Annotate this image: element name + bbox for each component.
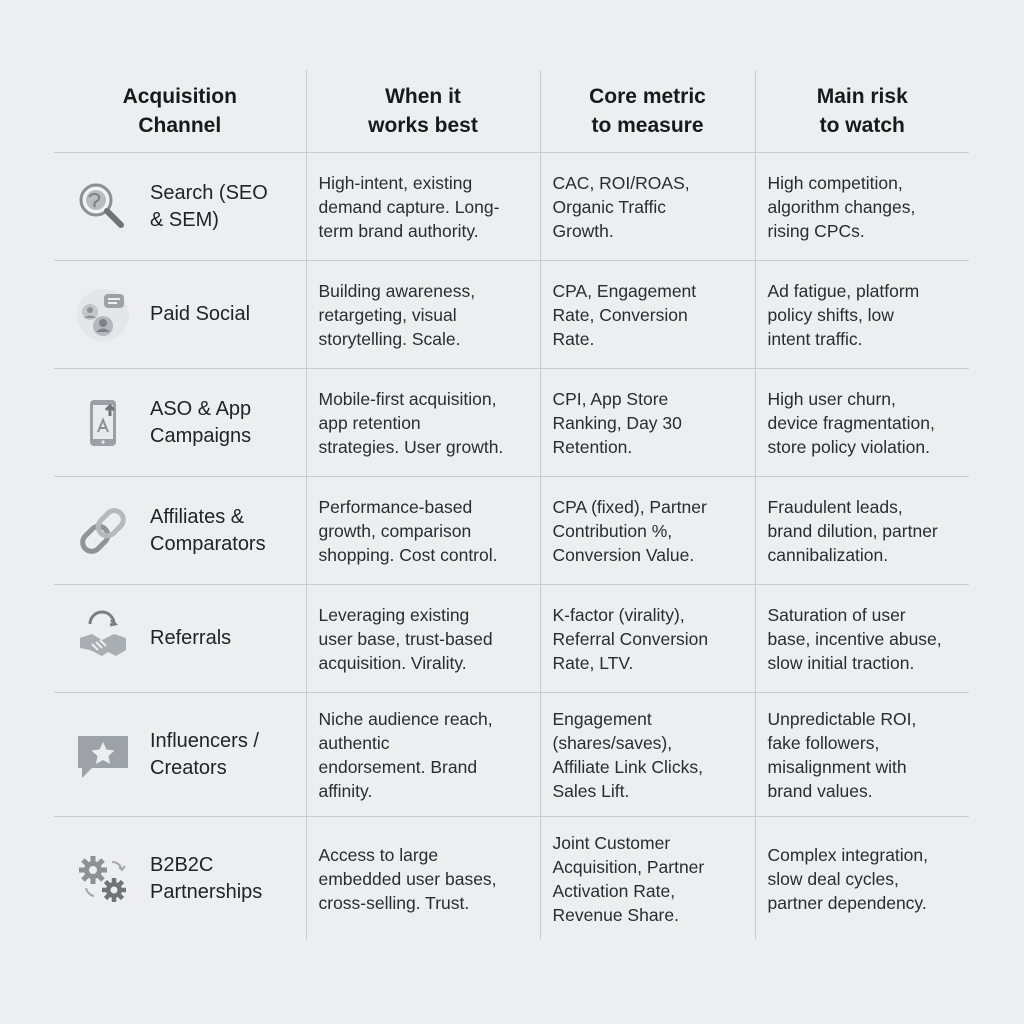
metric-line: Growth. — [552, 220, 614, 241]
when-text — [307, 495, 540, 567]
header-when-line-2: works best — [368, 114, 478, 137]
header-channel-line-1: Acquisition — [122, 85, 237, 108]
metric-line: CPA, Engagement — [552, 280, 697, 301]
channel — [54, 585, 306, 692]
header-when — [306, 70, 540, 153]
channel-name-line: Creators — [150, 756, 227, 779]
header-row — [54, 70, 969, 153]
when-it-works-best-cell — [306, 153, 540, 261]
table-row — [54, 477, 969, 585]
when-it-works-best-cell — [306, 585, 540, 693]
when-line: Building awareness, — [318, 280, 476, 301]
when-text — [307, 387, 540, 459]
main-risk-cell — [755, 153, 969, 261]
risk-line: intent traffic. — [767, 328, 863, 349]
channel-cell — [54, 585, 306, 693]
channel-cell — [54, 261, 306, 369]
risk-line: Fraudulent leads, — [767, 496, 903, 517]
metric-line: Referral Conversion — [552, 628, 709, 649]
core-metric-cell — [540, 585, 755, 693]
main-risk-cell — [755, 817, 969, 941]
risk-line: fake followers, — [767, 732, 880, 753]
metric-line: Conversion Value. — [552, 544, 695, 565]
risk-text — [756, 603, 970, 675]
metric-text — [541, 171, 755, 243]
header-channel — [54, 70, 306, 153]
header-metric — [540, 70, 755, 153]
metric-line: Contribution %, — [552, 520, 673, 541]
header-when-line-1: When it — [385, 85, 461, 108]
channel-name — [150, 504, 266, 558]
channel-name-line: Referrals — [150, 627, 232, 649]
when-line: affinity. — [318, 780, 373, 801]
when-line: term brand authority. — [318, 220, 479, 241]
risk-text — [756, 171, 970, 243]
channel-name-line: Partnerships — [150, 880, 263, 903]
risk-line: misalignment with — [767, 756, 907, 777]
handshake-icon — [72, 608, 134, 670]
channel-name-line: & SEM) — [150, 208, 219, 231]
metric-line: Joint Customer — [552, 832, 671, 853]
channel-name — [150, 852, 262, 906]
channel-name-line: Influencers / — [150, 729, 259, 752]
table-row — [54, 817, 969, 941]
risk-line: Saturation of user — [767, 604, 906, 625]
chain-link-icon — [72, 500, 134, 562]
risk-line: device fragmentation, — [767, 412, 935, 433]
when-line: strategies. User growth. — [318, 436, 504, 457]
when-text — [307, 843, 540, 915]
when-line: embedded user bases, — [318, 868, 497, 889]
channel — [54, 693, 306, 816]
acquisition-channel-table — [54, 70, 969, 940]
metric-line: Rate, LTV. — [552, 652, 634, 673]
core-metric-cell — [540, 693, 755, 817]
table-row — [54, 693, 969, 817]
core-metric-cell — [540, 261, 755, 369]
table-row — [54, 153, 969, 261]
main-risk-cell — [755, 585, 969, 693]
risk-line: store policy violation. — [767, 436, 930, 457]
metric-text — [541, 831, 755, 927]
gears-icon — [72, 848, 134, 910]
metric-line: K-factor (virality), — [552, 604, 685, 625]
star-chat-icon — [72, 724, 134, 786]
when-line: storytelling. Scale. — [318, 328, 461, 349]
main-risk-cell — [755, 261, 969, 369]
risk-text — [756, 279, 970, 351]
when-line: Mobile-first acquisition, — [318, 388, 497, 409]
metric-text — [541, 495, 755, 567]
channel-name — [150, 396, 251, 450]
risk-line: Complex integration, — [767, 844, 928, 865]
when-it-works-best-cell — [306, 369, 540, 477]
metric-line: Retention. — [552, 436, 633, 457]
header-metric-line-2: to measure — [591, 114, 704, 137]
risk-line: rising CPCs. — [767, 220, 865, 241]
social-people-icon — [72, 284, 134, 346]
metric-line: Ranking, Day 30 — [552, 412, 682, 433]
table-row — [54, 369, 969, 477]
risk-line: High user churn, — [767, 388, 896, 409]
risk-line: slow initial traction. — [767, 652, 915, 673]
mobile-app-icon — [72, 392, 134, 454]
channel — [54, 817, 306, 940]
risk-text — [756, 387, 970, 459]
channel-name-line: Affiliates & — [150, 505, 245, 528]
core-metric-cell — [540, 369, 755, 477]
channel — [54, 477, 306, 584]
risk-line: brand values. — [767, 780, 873, 801]
channel-name — [150, 180, 268, 234]
metric-line: Affiliate Link Clicks, — [552, 756, 703, 777]
when-line: growth, comparison — [318, 520, 472, 541]
metric-line: Acquisition, Partner — [552, 856, 705, 877]
risk-line: base, incentive abuse, — [767, 628, 942, 649]
when-line: Leveraging existing — [318, 604, 470, 625]
metric-line: CPA (fixed), Partner — [552, 496, 707, 517]
when-line: endorsement. Brand — [318, 756, 478, 777]
risk-line: brand dilution, partner — [767, 520, 938, 541]
channel-name-line: ASO & App — [150, 397, 252, 420]
metric-text — [541, 603, 755, 675]
risk-line: policy shifts, low — [767, 304, 894, 325]
metric-line: Rate. — [552, 328, 595, 349]
risk-text — [756, 495, 970, 567]
when-line: cross-selling. Trust. — [318, 892, 470, 913]
risk-line: Unpredictable ROI, — [767, 708, 917, 729]
main-risk-cell — [755, 369, 969, 477]
when-line: authentic — [318, 732, 390, 753]
risk-line: cannibalization. — [767, 544, 889, 565]
search-globe-icon — [72, 176, 134, 238]
channel-name-line: Campaigns — [150, 424, 252, 447]
risk-line: High competition, — [767, 172, 903, 193]
core-metric-cell — [540, 477, 755, 585]
risk-line: slow deal cycles, — [767, 868, 899, 889]
header-channel-line-2: Channel — [138, 114, 222, 137]
when-line: demand capture. Long- — [318, 196, 500, 217]
risk-line: Ad fatigue, platform — [767, 280, 920, 301]
metric-text — [541, 279, 755, 351]
channel-name-line: Paid Social — [150, 303, 251, 325]
channel — [54, 153, 306, 260]
risk-text — [756, 843, 970, 915]
risk-line: algorithm changes, — [767, 196, 916, 217]
channel-name-line: Search (SEO — [150, 181, 268, 204]
table-row — [54, 585, 969, 693]
header-risk-line-2: to watch — [819, 114, 905, 137]
header-risk — [755, 70, 969, 153]
channel-cell — [54, 369, 306, 477]
metric-line: Revenue Share. — [552, 904, 679, 925]
metric-line: (shares/saves), — [552, 732, 673, 753]
channel — [54, 261, 306, 368]
risk-text — [756, 707, 970, 803]
channel — [54, 369, 306, 476]
risk-line: partner dependency. — [767, 892, 927, 913]
metric-text — [541, 707, 755, 803]
when-text — [307, 171, 540, 243]
when-it-works-best-cell — [306, 477, 540, 585]
when-it-works-best-cell — [306, 261, 540, 369]
when-line: Performance-based — [318, 496, 473, 517]
channel-name-line: Comparators — [150, 532, 266, 555]
metric-line: Sales Lift. — [552, 780, 630, 801]
channel-cell — [54, 477, 306, 585]
when-line: retargeting, visual — [318, 304, 457, 325]
core-metric-cell — [540, 817, 755, 941]
header-risk-line-1: Main risk — [816, 85, 908, 108]
metric-text — [541, 387, 755, 459]
metric-line: CPI, App Store — [552, 388, 669, 409]
header-metric-line-1: Core metric — [589, 85, 706, 108]
when-text — [307, 279, 540, 351]
main-risk-cell — [755, 693, 969, 817]
when-text — [307, 707, 540, 803]
channel-cell — [54, 153, 306, 261]
metric-line: Rate, Conversion — [552, 304, 688, 325]
metric-line: CAC, ROI/ROAS, — [552, 172, 690, 193]
channel-cell — [54, 817, 306, 941]
metric-line: Activation Rate, — [552, 880, 676, 901]
when-line: shopping. Cost control. — [318, 544, 498, 565]
channel-name — [150, 301, 250, 328]
metric-line: Organic Traffic — [552, 196, 666, 217]
core-metric-cell — [540, 153, 755, 261]
table-row — [54, 261, 969, 369]
when-line: High-intent, existing — [318, 172, 473, 193]
channel-name — [150, 728, 259, 782]
main-risk-cell — [755, 477, 969, 585]
channel-name — [150, 625, 231, 652]
when-line: app retention — [318, 412, 421, 433]
when-it-works-best-cell — [306, 817, 540, 941]
when-it-works-best-cell — [306, 693, 540, 817]
when-line: Niche audience reach, — [318, 708, 493, 729]
when-line: acquisition. Virality. — [318, 652, 467, 673]
when-text — [307, 603, 540, 675]
when-line: user base, trust-based — [318, 628, 493, 649]
metric-line: Engagement — [552, 708, 652, 729]
channel-cell — [54, 693, 306, 817]
when-line: Access to large — [318, 844, 439, 865]
channel-name-line: B2B2C — [150, 853, 214, 876]
